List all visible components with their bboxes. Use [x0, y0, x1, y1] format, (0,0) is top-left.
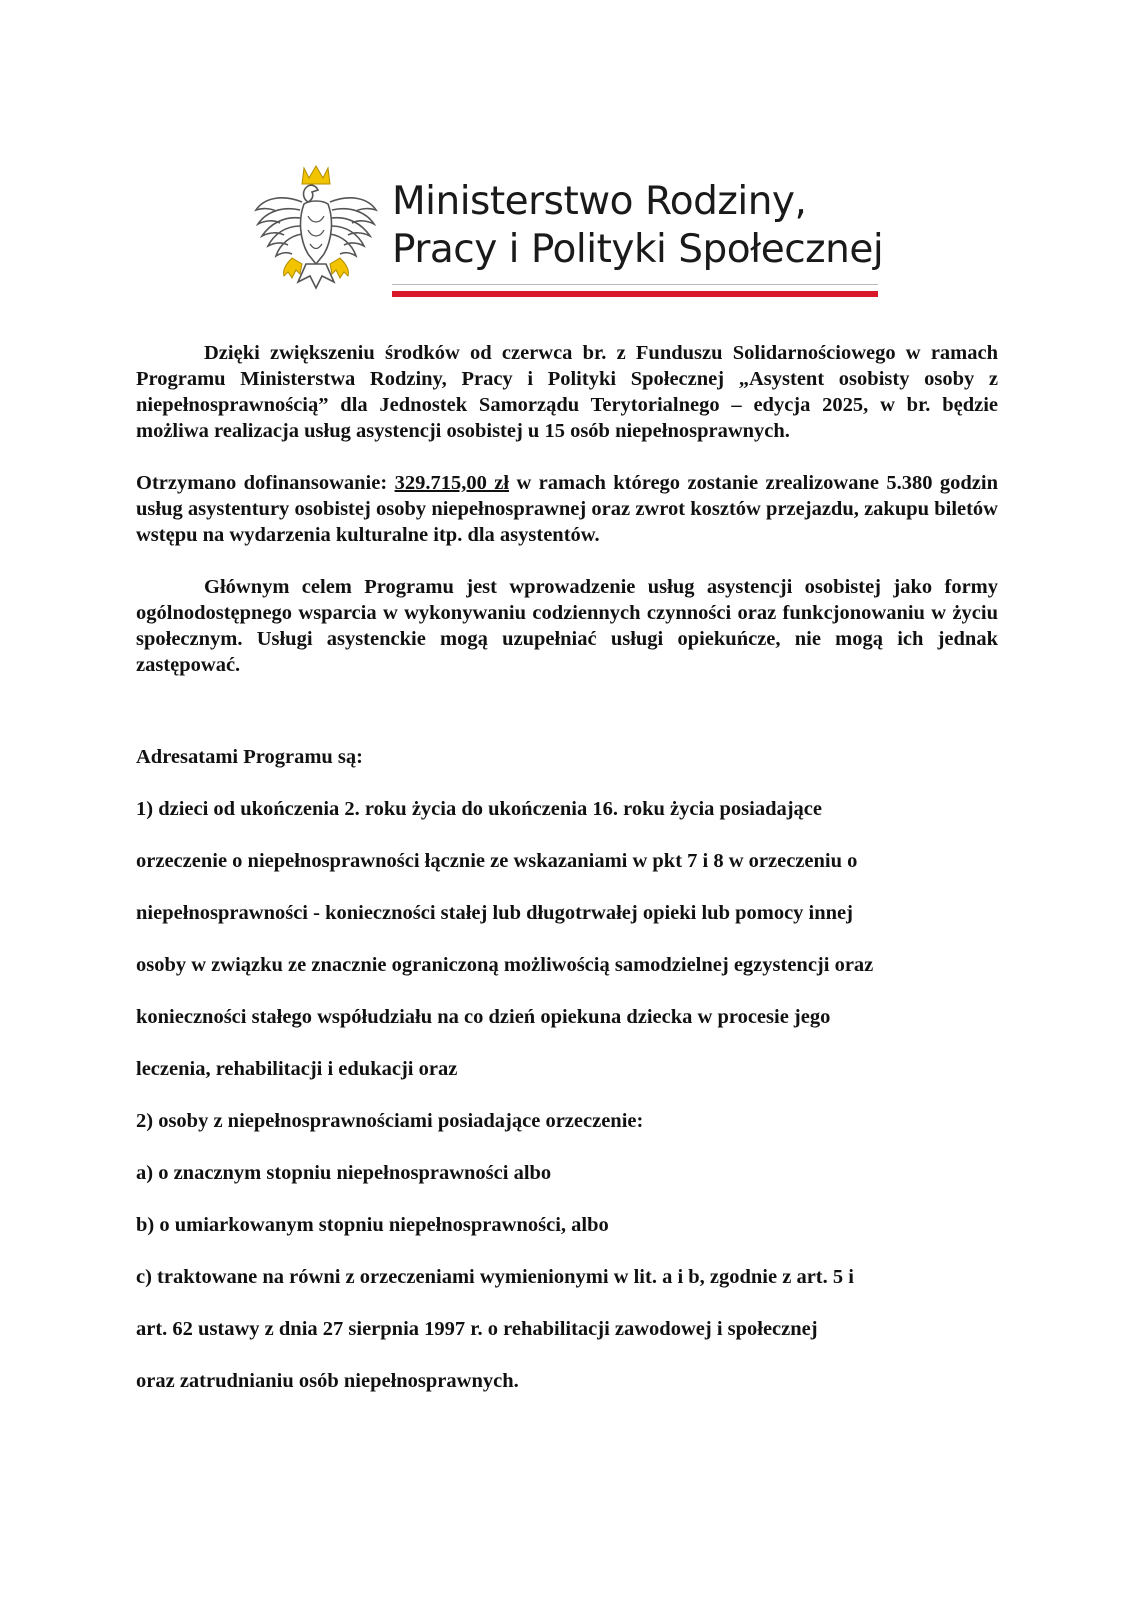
- ministry-name: [392, 178, 883, 274]
- list-item: oraz zatrudnianiu osób niepełnosprawnych.: [136, 1370, 519, 1392]
- white-eagle-emblem-icon: [252, 164, 380, 302]
- list-item: b) o umiarkowanym stopniu niepełnosprawności, albo: [136, 1214, 609, 1236]
- list-item: art. 62 ustawy z dnia 27 sierpnia 1997 r. o rehabilitacji zawodowej i społecznej: [136, 1318, 818, 1340]
- list-item: niepełnosprawności - konieczności stałej lub długotrwałej opieki lub pomocy innej: [136, 902, 853, 924]
- paragraph-funding-amount: [136, 470, 998, 548]
- funding-details: w ramach którego zostanie zrealizowane 5.380 godzin usług asystentury osobistej osoby niepełnosprawnej oraz zwrot kosztów przejazdu, zakupu biletów wstępu na wydarzenia kulturalne itp. dla asystentów.: [136, 472, 999, 546]
- header-divider-grey: [392, 284, 878, 285]
- list-item: c) traktowane na równi z orzeczeniami wymienionymi w lit. a i b, zgodnie z art. 5 i: [136, 1266, 854, 1288]
- header-divider-red: [392, 291, 878, 297]
- list-item: a) o znacznym stopniu niepełnosprawności albo: [136, 1162, 552, 1184]
- addressees-heading: Adresatami Programu są:: [136, 746, 363, 768]
- ministry-name-line-2: Pracy i Polityki Społecznej: [392, 227, 884, 272]
- list-item: 2) osoby z niepełnosprawnościami posiadające orzeczenie:: [136, 1110, 644, 1132]
- ministry-header: [252, 164, 882, 304]
- list-item: leczenia, rehabilitacji i edukacji oraz: [136, 1058, 458, 1080]
- paragraph-funding-increase: Dzięki zwiększeniu środków od czerwca br. z Funduszu Solidarnościowego w ramach Programu Ministerstwa Rodziny, Pracy i Polityki Społecznej „Asystent osobisty osoby z niepełnosprawnością” dla Jednostek Samorządu Terytorialnego – edycja 2025, w br. będzie możliwa realizacja usług asystencji osobistej u 15 osób niepełnosprawnych.: [136, 342, 998, 442]
- list-item: osoby w związku ze znacznie ograniczoną możliwością samodzielnej egzystencji oraz: [136, 954, 874, 976]
- funding-label: Otrzymano dofinansowanie:: [136, 472, 395, 494]
- ministry-name-line-1: Ministerstwo Rodziny,: [392, 179, 807, 224]
- funding-amount: 329.715,00 zł: [394, 472, 510, 494]
- document-body: [136, 340, 998, 678]
- list-item: orzeczenie o niepełnosprawności łącznie ze wskazaniami w pkt 7 i 8 w orzeczeniu o: [136, 850, 858, 872]
- paragraph-program-goal: Głównym celem Programu jest wprowadzenie usług asystencji osobistej jako formy ogólnodostępnego wsparcia w wykonywaniu codziennych czynności oraz funkcjonowaniu w życiu społecznym. Usługi asystenckie mogą uzupełniać usługi opiekuńcze, nie mogą ich jednak zastępować.: [136, 576, 998, 676]
- list-item: 1) dzieci od ukończenia 2. roku życia do ukończenia 16. roku życia posiadające: [136, 798, 823, 820]
- list-item: konieczności stałego współudziału na co dzień opiekuna dziecka w procesie jego: [136, 1006, 831, 1028]
